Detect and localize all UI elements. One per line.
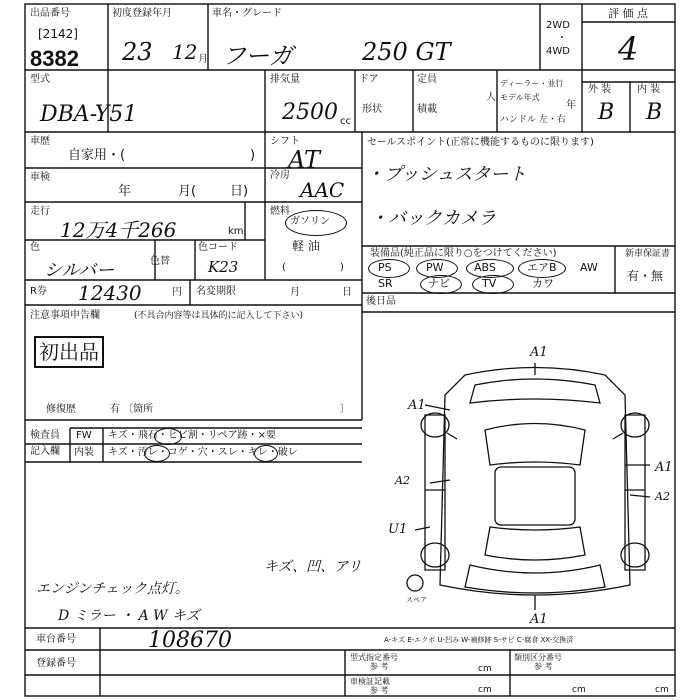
post-item-label: 後日品 bbox=[366, 296, 396, 307]
door-label: ドア bbox=[359, 74, 379, 85]
exterior-label: 外 装 bbox=[588, 84, 612, 95]
equip-aw: AW bbox=[580, 261, 598, 274]
chassis-label: 車台番号 bbox=[36, 634, 76, 645]
first-listing-stamp: 初出品 bbox=[34, 336, 104, 368]
cm-unit-1: cm bbox=[478, 685, 492, 695]
stone-chip-circle bbox=[154, 428, 182, 445]
inspection-label: 車検 bbox=[30, 172, 50, 183]
interior-grade: B bbox=[646, 100, 663, 125]
load-label: 積載 bbox=[417, 104, 437, 115]
remark-line-3: D ミラー ・ A W キズ bbox=[58, 608, 200, 624]
color-change-label: 色替 bbox=[150, 256, 170, 267]
drive-separator: ・ bbox=[557, 33, 567, 44]
first-registration-month: 12 bbox=[172, 40, 198, 64]
history-close: ) bbox=[250, 148, 256, 163]
equip-pw: PW bbox=[426, 261, 444, 274]
score-label: 評 価 点 bbox=[608, 7, 648, 20]
shift-label: シフト bbox=[270, 136, 300, 147]
warranty-value: 有・無 bbox=[627, 269, 664, 283]
mileage-label: 走行 bbox=[30, 206, 50, 217]
repair-label: 修復歴 bbox=[46, 404, 76, 415]
dealer-label: ディーラー・並行 bbox=[500, 79, 564, 88]
grade: 250 GT bbox=[362, 38, 451, 66]
lot-bracket: [2142] bbox=[38, 27, 78, 41]
inspection-month: 月( bbox=[178, 184, 197, 199]
navi-circle bbox=[420, 275, 462, 294]
size-label: 車検証記載 bbox=[350, 677, 390, 686]
cm-unit-4: cm bbox=[655, 685, 669, 695]
damage-mark-front-left: A1 bbox=[408, 398, 426, 413]
fuel-paren-open: ( bbox=[282, 262, 286, 273]
repair-close: 〕 bbox=[340, 404, 350, 415]
model-label: 車名・グレード bbox=[212, 8, 282, 19]
fw-items: キズ・飛石・ヒビ割・リペア跡・×要 bbox=[108, 430, 276, 441]
size-reference: 参 考 bbox=[370, 686, 389, 695]
damage-mark-right-rear: A2 bbox=[655, 490, 670, 503]
interior-label: 内 装 bbox=[637, 84, 661, 95]
drive-2wd: 2WD bbox=[546, 20, 570, 31]
type-specified-label: 型式指定番号 bbox=[350, 653, 398, 662]
equip-abs: ABS bbox=[474, 261, 496, 274]
entry-label: 記入欄 bbox=[30, 446, 60, 457]
cm-unit-3: cm bbox=[478, 664, 492, 674]
exterior-grade: B bbox=[598, 100, 615, 125]
equipment-title: 装備品(純正品に限り○をつけてください) bbox=[370, 248, 557, 259]
history-label: 車歴 bbox=[30, 136, 50, 147]
chassis-value: 108670 bbox=[148, 628, 232, 653]
cc-unit: cc bbox=[340, 116, 351, 127]
inspection-close: 日) bbox=[230, 184, 249, 199]
damage-mark-right-door: A1 bbox=[655, 460, 673, 475]
fw-label: FW bbox=[76, 430, 92, 441]
stain-circle bbox=[144, 445, 170, 462]
first-registration-label: 初度登録年月 bbox=[112, 8, 172, 19]
capacity-label: 定員 bbox=[417, 74, 437, 85]
equip-ps: PS bbox=[378, 261, 392, 274]
year-unit: 年 bbox=[566, 100, 576, 111]
notes-title: 注意事項申告欄 bbox=[30, 310, 100, 321]
remark-line-1: キズ、凹、アリ bbox=[264, 559, 362, 575]
recycle-day-unit: 日 bbox=[342, 287, 352, 298]
inspection-year: 年 bbox=[118, 184, 132, 199]
sales-point-line-1: ・プッシュスタート bbox=[366, 164, 527, 185]
color-code-label: 色コード bbox=[198, 242, 238, 253]
registration-label: 登録番号 bbox=[36, 658, 76, 669]
type-label: 型式 bbox=[30, 74, 50, 85]
lot-label: 出品番号 bbox=[30, 8, 70, 19]
sales-point-line-2: ・バックカメラ bbox=[370, 208, 496, 229]
model-name: フーガ bbox=[222, 42, 293, 70]
lot-number: 8382 bbox=[30, 46, 79, 71]
airbag-circle bbox=[518, 259, 566, 278]
tv-circle bbox=[472, 275, 514, 294]
equip-navi: ナビ bbox=[428, 277, 450, 290]
equip-airbag: エアB bbox=[527, 261, 557, 274]
shape-label: 形状 bbox=[362, 104, 382, 115]
name-change-label: 名変期限 bbox=[196, 286, 236, 297]
yen-unit: 円 bbox=[172, 287, 182, 298]
fuel-gasoline: ガソリン bbox=[290, 216, 330, 227]
type-reference: 参 考 bbox=[370, 662, 389, 671]
score-value: 4 bbox=[618, 30, 639, 68]
shift-value: AT bbox=[288, 146, 321, 174]
fuel-label: 燃料 bbox=[270, 206, 290, 217]
fuel-diesel: 軽 油 bbox=[292, 239, 320, 253]
damage-mark-left-door: A2 bbox=[395, 474, 410, 487]
model-year-label: モデル年式 bbox=[500, 93, 540, 102]
history-value: 自家用・( bbox=[68, 148, 126, 163]
damage-mark-rear: A1 bbox=[530, 612, 548, 627]
color-label: 色 bbox=[30, 242, 40, 253]
category-label: 類別区分番号 bbox=[514, 653, 562, 662]
first-registration-month-unit: 月 bbox=[198, 54, 208, 65]
ac-value: AAC bbox=[300, 178, 345, 202]
category-reference: 参 考 bbox=[534, 662, 553, 671]
type-value: DBA-Y51 bbox=[40, 102, 138, 127]
equip-sr: SR bbox=[378, 277, 393, 290]
spare-note: スペア bbox=[406, 596, 427, 604]
inspector-label: 検査員 bbox=[30, 430, 60, 441]
damage-mark-front: A1 bbox=[530, 345, 548, 360]
scuff-circle bbox=[254, 445, 278, 462]
color-code-value: K23 bbox=[208, 258, 239, 276]
repair-value: 有 〔箇所 bbox=[110, 404, 154, 415]
mileage-value: 12万4千266 bbox=[60, 218, 177, 242]
cm-unit-2: cm bbox=[572, 685, 586, 695]
displacement-label: 排気量 bbox=[270, 74, 300, 85]
recycle-value: 12430 bbox=[78, 281, 142, 305]
recycle-label: R券 bbox=[30, 286, 47, 297]
warranty-label: 新車保証書 bbox=[625, 249, 671, 259]
person-unit: 人 bbox=[486, 92, 496, 103]
notes-subtitle: (不具合内容等は具体的に記入して下さい) bbox=[134, 311, 304, 321]
handle-label: ハンドル 左・右 bbox=[500, 115, 566, 125]
recycle-month-unit: 月 bbox=[290, 287, 300, 298]
displacement-value: 2500 bbox=[282, 100, 338, 125]
damage-mark-left-rear: U1 bbox=[388, 522, 408, 537]
ac-label: 冷房 bbox=[270, 170, 290, 181]
damage-legend: A-キズ E-エクボ U-凹み W-補修跡 S-サビ C-腐食 XX-交換済 bbox=[384, 636, 574, 644]
fuel-paren-close: ) bbox=[340, 262, 344, 273]
equip-tv: TV bbox=[482, 277, 497, 290]
sales-point-title: セールスポイント(正常に機能するものに限ります) bbox=[367, 137, 594, 148]
car-damage-diagram bbox=[395, 355, 675, 635]
drive-4wd: 4WD bbox=[546, 46, 570, 57]
first-registration-year: 23 bbox=[122, 38, 153, 66]
interior-items: キズ・汚レ・コゲ・穴・スレ・キレ・破レ bbox=[108, 447, 298, 458]
remark-line-2: エンジンチェック点灯。 bbox=[36, 581, 189, 597]
color-value: シルバー bbox=[44, 260, 115, 281]
interior-check-label: 内装 bbox=[74, 447, 94, 458]
ps-circle bbox=[368, 259, 410, 278]
equip-leather: カワ bbox=[532, 277, 554, 290]
km-unit: km bbox=[228, 226, 244, 237]
